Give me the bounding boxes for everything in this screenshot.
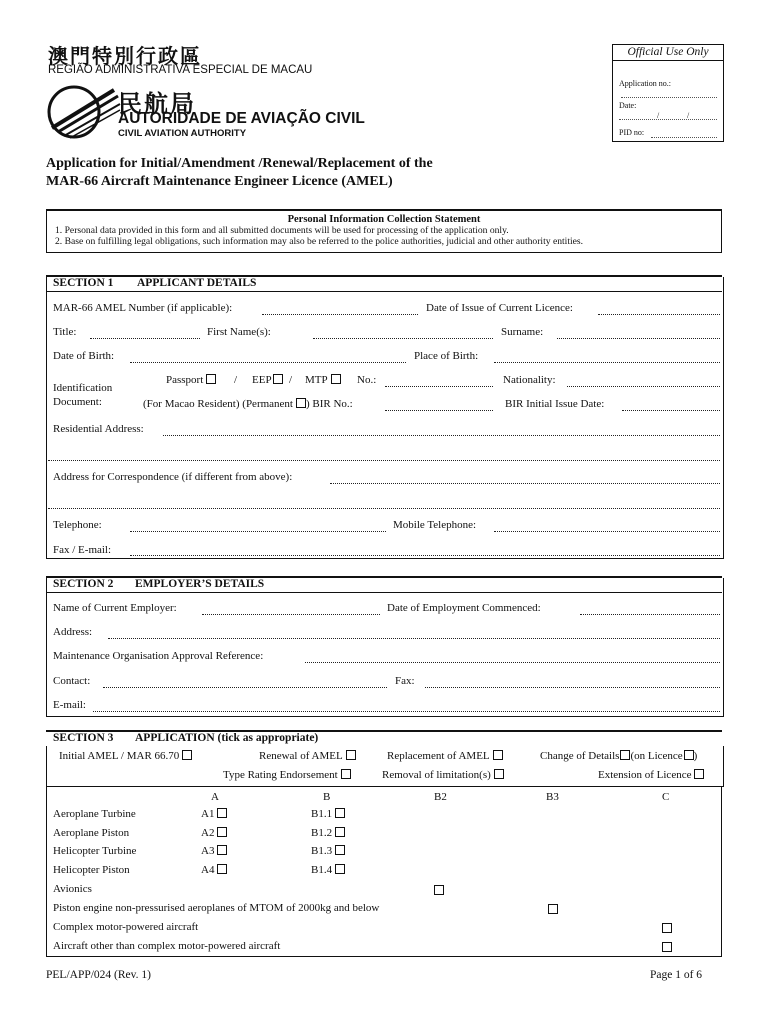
- cat-a4-label: A4: [201, 864, 215, 876]
- place-of-birth-label: Place of Birth:: [414, 350, 479, 362]
- eep-checkbox[interactable]: [273, 374, 283, 384]
- bir-no-label: ) BIR No.:: [305, 398, 353, 410]
- employer-email-label: E-mail:: [53, 699, 86, 711]
- place-of-birth-field[interactable]: [494, 362, 720, 363]
- column-header-b2: B2: [434, 791, 447, 803]
- mobile-label: Mobile Telephone:: [393, 519, 477, 531]
- section-1-title: APPLICANT DETAILS: [137, 277, 257, 289]
- residential-address-label: Residential Address:: [53, 423, 144, 435]
- employer-address-label: Address:: [53, 626, 93, 638]
- telephone-field[interactable]: [130, 531, 386, 532]
- column-header-b3: B3: [546, 791, 559, 803]
- on-licence-checkbox[interactable]: [684, 750, 694, 760]
- cat-a2-label: A2: [201, 827, 215, 839]
- employer-fax-label: Fax:: [395, 675, 415, 687]
- residential-address-field[interactable]: [163, 435, 720, 436]
- cat-a3-label: A3: [201, 845, 215, 857]
- mtp-checkbox[interactable]: [331, 374, 341, 384]
- row-other: Aircraft other than complex motor-powered aircraft: [53, 940, 281, 952]
- cat-c-other-checkbox[interactable]: [662, 942, 672, 952]
- privacy-title: Personal Information Collection Statement: [287, 214, 481, 225]
- first-names-field[interactable]: [313, 338, 493, 339]
- row-avionics: Avionics: [53, 883, 92, 895]
- region-portuguese: REGIÃO ADMINISTRATIVA ESPECIAL DE MACAU: [48, 64, 313, 76]
- cat-b11-checkbox[interactable]: [335, 808, 345, 818]
- row-complex: Complex motor-powered aircraft: [53, 921, 199, 933]
- employment-date-field[interactable]: [580, 614, 720, 615]
- residential-address-field-2[interactable]: [48, 460, 720, 461]
- amel-number-field[interactable]: [262, 314, 418, 315]
- cat-b14-checkbox[interactable]: [335, 864, 345, 874]
- replacement-checkbox[interactable]: [493, 750, 503, 760]
- surname-field[interactable]: [557, 338, 720, 339]
- dob-field[interactable]: [130, 362, 406, 363]
- cat-b3-checkbox[interactable]: [548, 904, 558, 914]
- moa-ref-field[interactable]: [305, 662, 720, 663]
- title-field[interactable]: [90, 338, 200, 339]
- slash-1: /: [234, 374, 238, 386]
- cat-a1-label: A1: [201, 808, 215, 820]
- correspondence-address-field[interactable]: [330, 483, 720, 484]
- bir-date-field[interactable]: [622, 410, 720, 411]
- title-label: Title:: [53, 326, 77, 338]
- privacy-item-2: 2. Base on fulfilling legal obligations, such information may also be referred to the police authorities, judicial and other authority entities.: [55, 236, 584, 247]
- id-doc-label-1: Identification: [53, 382, 113, 394]
- bir-no-field[interactable]: [385, 410, 493, 411]
- form-title-line2: MAR-66 Aircraft Maintenance Engineer Licence (AMEL): [46, 174, 393, 189]
- cat-a2-checkbox[interactable]: [217, 827, 227, 837]
- cat-b12-checkbox[interactable]: [335, 827, 345, 837]
- macao-resident-label: (For Macao Resident) (Permanent: [143, 398, 293, 410]
- change-details-label: Change of Details: [540, 750, 620, 762]
- nationality-label: Nationality:: [503, 374, 556, 386]
- initial-label: Initial AMEL / MAR 66.70: [59, 750, 180, 762]
- employer-fax-field[interactable]: [425, 687, 720, 688]
- section-1-box: [46, 277, 724, 559]
- cat-b13-label: B1.3: [311, 845, 333, 857]
- extension-checkbox[interactable]: [694, 769, 704, 779]
- correspondence-address-field-2[interactable]: [48, 508, 720, 509]
- nationality-field[interactable]: [567, 386, 720, 387]
- authority-portuguese: AUTORIDADE DE AVIAÇÃO CIVIL: [118, 110, 365, 127]
- cat-a3-checkbox[interactable]: [217, 845, 227, 855]
- application-no-label: Application no.:: [619, 79, 671, 88]
- id-no-field[interactable]: [385, 386, 493, 387]
- dob-label: Date of Birth:: [53, 350, 115, 362]
- passport-checkbox[interactable]: [206, 374, 216, 384]
- replacement-label: Replacement of AMEL: [387, 750, 490, 762]
- date-of-issue-label: Date of Issue of Current Licence:: [426, 302, 573, 314]
- official-use-box: Official Use Only Application no.: Date: / / PID no:: [612, 44, 724, 142]
- first-names-label: First Name(s):: [207, 326, 271, 338]
- removal-checkbox[interactable]: [494, 769, 504, 779]
- section-3-number: SECTION 3: [53, 732, 114, 744]
- correspondence-address-label: Address for Correspondence (if different from above):: [53, 471, 293, 483]
- change-details-checkbox[interactable]: [620, 750, 630, 760]
- mtp-label: MTP: [305, 374, 328, 386]
- surname-label: Surname:: [501, 326, 544, 338]
- privacy-statement-box: [46, 209, 722, 253]
- column-header-b: B: [323, 791, 331, 803]
- eep-label: EEP: [252, 374, 272, 386]
- removal-label: Removal of limitation(s): [382, 769, 491, 781]
- form-title-line1: Application for Initial/Amendment /Renewal/Replacement of the: [46, 156, 433, 171]
- civil-aviation-logo: [44, 82, 122, 142]
- contact-label: Contact:: [53, 675, 91, 687]
- row-aeroplane-turbine: Aeroplane Turbine: [53, 808, 136, 820]
- cat-b2-avionics-checkbox[interactable]: [434, 885, 444, 895]
- section-3-title: APPLICATION (tick as appropriate): [135, 732, 319, 744]
- on-licence-close: ): [693, 750, 698, 762]
- passport-label: Passport: [166, 374, 204, 386]
- id-doc-label-2: Document:: [53, 396, 102, 408]
- id-no-label: No.:: [357, 374, 377, 386]
- column-header-a: A: [211, 791, 219, 803]
- date-label: Date:: [619, 101, 637, 110]
- row-helicopter-piston: Helicopter Piston: [53, 864, 130, 876]
- cat-a1-checkbox[interactable]: [217, 808, 227, 818]
- authority-english: CIVIL AVIATION AUTHORITY: [118, 128, 247, 139]
- renewal-checkbox[interactable]: [346, 750, 356, 760]
- employer-label: Name of Current Employer:: [53, 602, 177, 614]
- employment-date-label: Date of Employment Commenced:: [387, 602, 541, 614]
- cat-c-complex-checkbox[interactable]: [662, 923, 672, 933]
- extension-label: Extension of Licence: [598, 769, 692, 781]
- mobile-field[interactable]: [494, 531, 720, 532]
- bir-date-label: BIR Initial Issue Date:: [505, 398, 605, 410]
- employer-field[interactable]: [202, 614, 380, 615]
- fax-email-field[interactable]: [130, 555, 720, 556]
- cat-b11-label: B1.1: [311, 808, 333, 820]
- authority-chinese: 民航局: [118, 90, 196, 118]
- type-rating-checkbox[interactable]: [341, 769, 351, 779]
- permanent-checkbox[interactable]: [296, 398, 306, 408]
- cat-b12-label: B1.2: [311, 827, 333, 839]
- cat-a4-checkbox[interactable]: [217, 864, 227, 874]
- employer-address-field[interactable]: [108, 638, 720, 639]
- contact-field[interactable]: [103, 687, 387, 688]
- slash-2: /: [289, 374, 293, 386]
- privacy-item-1: 1. Personal data provided in this form and all submitted documents will be used for processing of the application only.: [55, 225, 509, 236]
- section-2-box: [46, 578, 724, 717]
- official-use-title: Official Use Only: [613, 45, 723, 61]
- amel-number-label: MAR-66 AMEL Number (if applicable):: [53, 302, 233, 314]
- form-reference: PEL/APP/024 (Rev. 1): [46, 969, 151, 981]
- page-number: Page 1 of 6: [650, 969, 703, 981]
- initial-checkbox[interactable]: [182, 750, 192, 760]
- type-rating-label: Type Rating Endorsement: [223, 769, 338, 781]
- section-2-number: SECTION 2: [53, 578, 114, 590]
- region-chinese: 澳門特別行政區: [48, 44, 202, 68]
- section-2-title: EMPLOYER’S DETAILS: [135, 578, 265, 590]
- employer-email-field[interactable]: [93, 711, 720, 712]
- renewal-label: Renewal of AMEL: [259, 750, 343, 762]
- fax-email-label: Fax / E-mail:: [53, 544, 112, 556]
- telephone-label: Telephone:: [53, 519, 102, 531]
- date-of-issue-field[interactable]: [598, 314, 720, 315]
- row-helicopter-turbine: Helicopter Turbine: [53, 845, 137, 857]
- column-header-c: C: [662, 791, 670, 803]
- moa-ref-label: Maintenance Organisation Approval Reference:: [53, 650, 264, 662]
- cat-b13-checkbox[interactable]: [335, 845, 345, 855]
- cat-b14-label: B1.4: [311, 864, 333, 876]
- pid-no-label: PID no:: [619, 128, 645, 137]
- on-licence-label: (on Licence: [630, 750, 683, 762]
- row-piston-non-pressurised: Piston engine non-pressurised aeroplanes of MTOM of 2000kg and below: [53, 902, 380, 914]
- row-aeroplane-piston: Aeroplane Piston: [53, 827, 130, 839]
- section-1-number: SECTION 1: [53, 277, 114, 289]
